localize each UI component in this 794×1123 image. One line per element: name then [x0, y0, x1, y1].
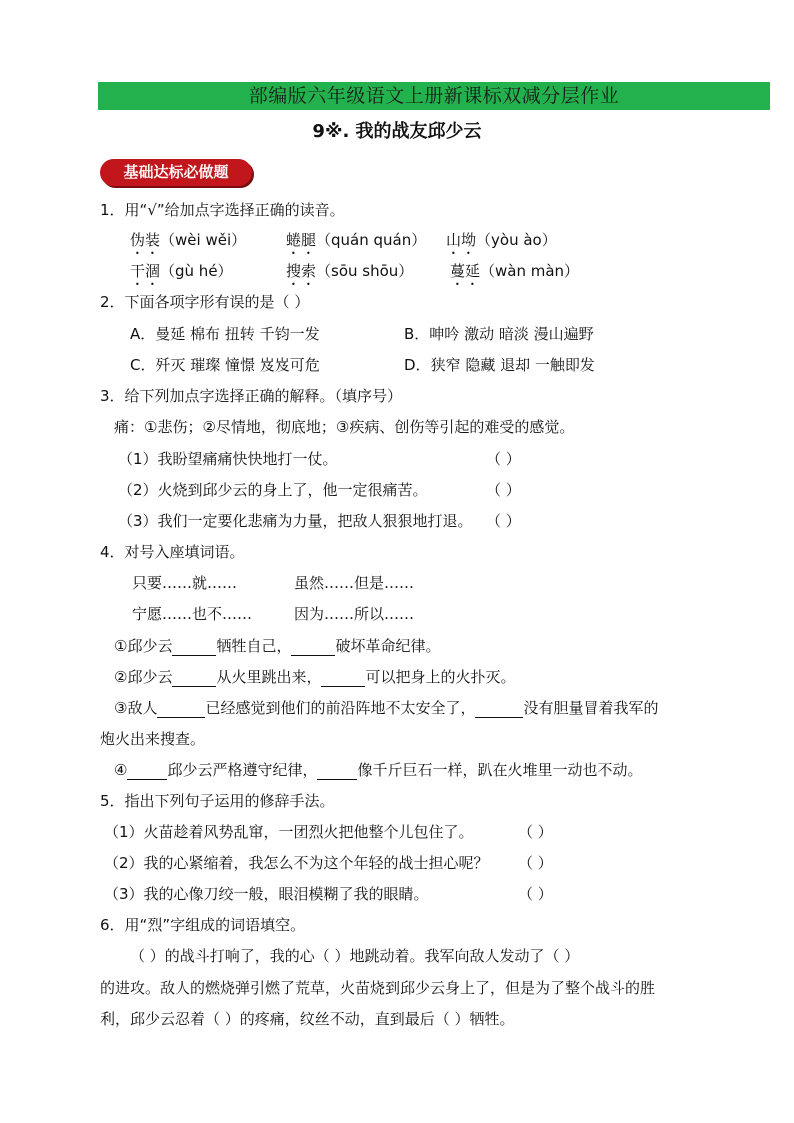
- q1-item: [130, 261, 233, 289]
- q2-option-c: [130, 355, 320, 375]
- fill-blank[interactable]: [157, 701, 205, 718]
- fill-blank[interactable]: [127, 763, 167, 780]
- q4-word-option: 只要……就……: [132, 574, 238, 592]
- sentence-part: 可以把身上的火扑灭。: [365, 668, 516, 686]
- fill-blank[interactable]: [172, 670, 216, 687]
- q3-definition: 痛：①悲伤；②尽情地，彻底地；③疾病、创伤等引起的难受的感觉。: [114, 418, 575, 436]
- fill-blank[interactable]: [172, 639, 216, 656]
- section-badge: 基础达标必做题: [100, 159, 252, 186]
- sentence-part: 没有胆量冒着我军的: [523, 699, 659, 717]
- q1-stem: 1．用“√”给加点字选择正确的读音。: [100, 201, 345, 219]
- answer-paren: （ ）: [518, 885, 553, 903]
- q6-line: 的进攻。敌人的燃烧弹引燃了荒草，火苗烧到邱少云身上了，但是为了整个战斗的胜: [100, 979, 656, 997]
- sentence-part: ③敌人: [114, 699, 158, 717]
- option-text: 歼灭 璀璨 憧憬 岌岌可危: [155, 356, 320, 374]
- option-text: 狭窄 隐藏 退却 一触即发: [430, 356, 595, 374]
- q4-sentence-3: [114, 698, 658, 718]
- answer-paren: （ ）: [486, 450, 521, 468]
- q3-item: （3）我们一定要化悲痛为力量，把敌人狠狠地打退。: [118, 512, 473, 530]
- sentence-part: 牺牲自己，: [216, 637, 292, 655]
- q1-pinyin: （yòu ào）: [476, 231, 557, 249]
- q4-sentence-2: [114, 667, 515, 687]
- q4-word-option: 虽然……但是……: [294, 574, 415, 592]
- q1-word: 搜索: [286, 262, 317, 280]
- sentence-part: 像千斤巨石一样，趴在火堆里一动也不动。: [357, 761, 643, 779]
- header-banner: [98, 82, 770, 110]
- sentence-part: ①邱少云: [114, 637, 173, 655]
- sentence-part: ②邱少云: [114, 668, 173, 686]
- option-label: A．: [130, 325, 156, 343]
- q1-item: [446, 230, 557, 258]
- q5-item: （2）我的心紧缩着，我怎么不为这个年轻的战士担心呢？: [104, 854, 489, 872]
- banner-title: 部编版六年级语文上册新课标双减分层作业: [248, 85, 620, 107]
- answer-paren: （ ）: [486, 512, 521, 530]
- q4-sentence-3-cont: 炮火出来搜查。: [100, 730, 206, 748]
- q1-pinyin: （quán quán）: [316, 231, 427, 249]
- option-label: C．: [130, 356, 156, 374]
- fill-blank[interactable]: [317, 763, 357, 780]
- answer-paren: （ ）: [518, 854, 553, 872]
- q4-word-option: 宁愿……也不……: [132, 605, 253, 623]
- q1-word: 蜷腿: [286, 231, 317, 249]
- option-label: B．: [404, 325, 430, 343]
- q1-item: [130, 230, 246, 258]
- answer-paren: （ ）: [486, 481, 521, 499]
- q5-item: （1）火苗趁着风势乱窜，一团烈火把他整个儿包住了。: [104, 823, 474, 841]
- q1-item: [450, 261, 579, 289]
- q5-item: （3）我的心像刀绞一般，眼泪模糊了我的眼睛。: [104, 885, 429, 903]
- q3-item: （2）火烧到邱少云的身上了，他一定很痛苦。: [118, 481, 428, 499]
- q6-line: （ ）的战斗打响了，我的心（ ）地跳动着。我军向敌人发动了（ ）: [130, 947, 580, 965]
- q2-option-d: [404, 355, 595, 375]
- q5-stem: 5．指出下列句子运用的修辞手法。: [100, 792, 335, 810]
- page-title: 9※. 我的战友邱少云: [312, 121, 482, 142]
- q6-stem: 6．用“烈”字组成的词语填空。: [100, 916, 306, 934]
- option-text: 呻吟 激动 暗淡 漫山遍野: [429, 325, 594, 343]
- q2-option-b: [404, 324, 594, 344]
- q1-word: 干涸: [130, 262, 161, 280]
- q1-item: [286, 230, 426, 258]
- sentence-part: 已经感觉到他们的前沿阵地不太安全了，: [205, 699, 476, 717]
- q4-stem: 4．对号入座填词语。: [100, 543, 245, 561]
- q4-word-option: 因为……所以……: [294, 605, 415, 623]
- fill-blank[interactable]: [475, 701, 523, 718]
- q1-word: 蔓延: [450, 262, 481, 280]
- q1-word: 伪装: [130, 231, 161, 249]
- option-text: 曼延 棉布 扭转 千钧一发: [155, 325, 320, 343]
- sentence-part: 破坏革命纪律。: [335, 637, 441, 655]
- sentence-part: ④: [114, 761, 128, 779]
- q3-stem: 3．给下列加点字选择正确的解释。（填序号）: [100, 387, 403, 405]
- q1-item: [286, 261, 413, 289]
- q1-pinyin: （sōu shōu）: [316, 262, 414, 280]
- q1-pinyin: （wàn màn）: [480, 262, 580, 280]
- q4-sentence-1: [114, 636, 440, 656]
- q4-sentence-4: [114, 760, 642, 780]
- q3-item: （1）我盼望痛痛快快地打一仗。: [118, 450, 338, 468]
- q1-pinyin: （wèi wěi）: [160, 231, 247, 249]
- q2-stem: 2．下面各项字形有误的是（ ）: [100, 293, 310, 311]
- answer-paren: （ ）: [518, 823, 553, 841]
- q2-option-a: [130, 324, 320, 344]
- q1-word: 山坳: [446, 231, 477, 249]
- q1-pinyin: （gù hé）: [160, 262, 233, 280]
- sentence-part: 邱少云严格遵守纪律，: [167, 761, 318, 779]
- fill-blank[interactable]: [321, 670, 365, 687]
- option-label: D．: [404, 356, 431, 374]
- sentence-part: 从火里跳出来，: [216, 668, 322, 686]
- q6-line: 利，邱少云忍着（ ）的疼痛，纹丝不动，直到最后（ ）牺牲。: [100, 1010, 515, 1028]
- fill-blank[interactable]: [291, 639, 335, 656]
